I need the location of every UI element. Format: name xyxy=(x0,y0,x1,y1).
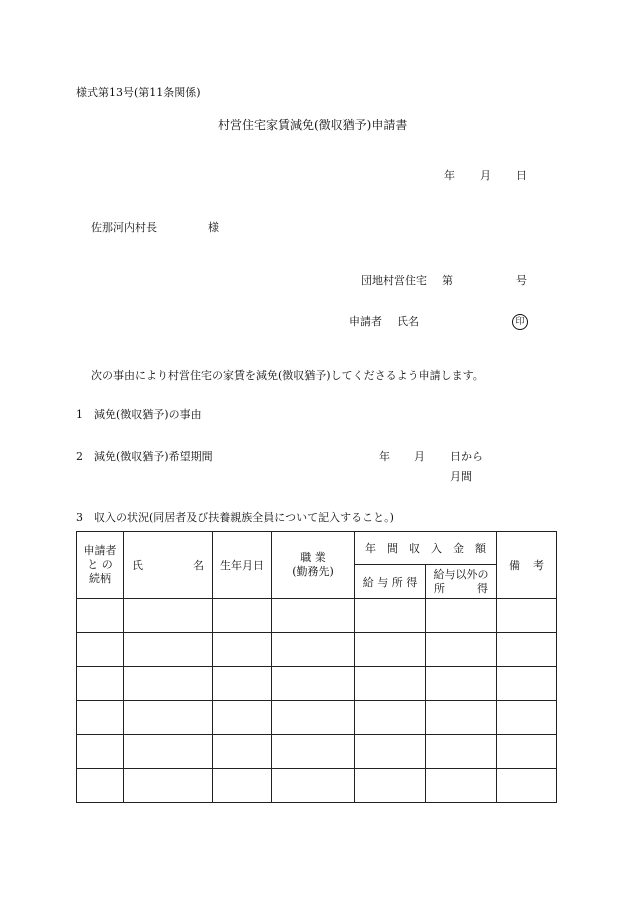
table-cell-name[interactable] xyxy=(124,633,213,667)
item-1-text: 減免(徴収猶予)の事由 xyxy=(94,408,202,421)
table-cell-occupation[interactable] xyxy=(272,735,355,769)
item-3-number: 3 xyxy=(76,511,83,524)
table-cell-birthdate[interactable] xyxy=(213,769,272,803)
table-cell-other-income[interactable] xyxy=(426,599,497,633)
item-2-text: 減免(徴収猶予)希望期間 xyxy=(94,450,213,463)
table-cell-occupation[interactable] xyxy=(272,667,355,701)
table-cell-occupation[interactable] xyxy=(272,599,355,633)
date-month-label: 月 xyxy=(480,169,491,182)
table-cell-name[interactable] xyxy=(124,769,213,803)
table-cell-other-income[interactable] xyxy=(426,701,497,735)
table-cell-name[interactable] xyxy=(124,667,213,701)
applicant-label: 申請者 xyxy=(349,315,382,328)
table-cell-birthdate[interactable] xyxy=(213,633,272,667)
form-number: 様式第13号(第11条関係) xyxy=(76,86,201,99)
income-table xyxy=(76,531,557,803)
table-cell-occupation[interactable] xyxy=(272,633,355,667)
header-occupation: 職 業 (勤務先) xyxy=(272,532,355,599)
table-cell-relation[interactable] xyxy=(77,769,124,803)
item-1-number: 1 xyxy=(76,408,83,421)
table-cell-remarks[interactable] xyxy=(497,667,557,701)
table-cell-remarks[interactable] xyxy=(497,769,557,803)
item-2-year: 年 xyxy=(379,450,390,463)
document-title: 村営住宅家賃減免(徴収猶予)申請書 xyxy=(218,118,408,132)
addressee-honorific: 様 xyxy=(208,221,219,234)
table-cell-birthdate[interactable] xyxy=(213,599,272,633)
table-cell-name[interactable] xyxy=(124,599,213,633)
table-cell-salary[interactable] xyxy=(355,701,426,735)
date-year-label: 年 xyxy=(444,169,455,182)
item-2-period: 月間 xyxy=(450,470,472,483)
table-cell-salary[interactable] xyxy=(355,633,426,667)
table-cell-salary[interactable] xyxy=(355,667,426,701)
table-cell-occupation[interactable] xyxy=(272,701,355,735)
addressee-name: 佐那河内村長 xyxy=(91,221,157,234)
table-cell-relation[interactable] xyxy=(77,667,124,701)
table-row xyxy=(77,769,557,803)
intro-sentence: 次の事由により村営住宅の家賃を減免(徴収猶予)してくださるよう申請します。 xyxy=(91,369,484,382)
table-cell-birthdate[interactable] xyxy=(213,701,272,735)
table-cell-remarks[interactable] xyxy=(497,633,557,667)
table-cell-remarks[interactable] xyxy=(497,599,557,633)
applicant-name-label: 氏名 xyxy=(397,315,419,328)
table-cell-other-income[interactable] xyxy=(426,735,497,769)
table-cell-name[interactable] xyxy=(124,735,213,769)
item-3-text: 収入の状況(同居者及び扶養親族全員について記入すること。) xyxy=(94,511,394,524)
residence-label: 団地村営住宅 xyxy=(361,274,427,287)
table-cell-relation[interactable] xyxy=(77,633,124,667)
item-2-number: 2 xyxy=(76,450,83,463)
table-cell-other-income[interactable] xyxy=(426,667,497,701)
header-birthdate: 生年月日 xyxy=(213,532,272,599)
table-row xyxy=(77,701,557,735)
residence-gou: 号 xyxy=(516,274,527,287)
table-row xyxy=(77,599,557,633)
table-cell-salary[interactable] xyxy=(355,735,426,769)
table-cell-salary[interactable] xyxy=(355,599,426,633)
table-cell-salary[interactable] xyxy=(355,769,426,803)
table-cell-name[interactable] xyxy=(124,701,213,735)
header-salary-income: 給 与 所 得 xyxy=(355,565,426,599)
table-cell-other-income[interactable] xyxy=(426,769,497,803)
date-day-label: 日 xyxy=(516,169,527,182)
table-cell-other-income[interactable] xyxy=(426,633,497,667)
table-row xyxy=(77,667,557,701)
header-name: 氏 名 xyxy=(124,532,213,599)
header-relation: 申請者 と の 続柄 xyxy=(77,532,124,599)
table-cell-birthdate[interactable] xyxy=(213,667,272,701)
seal-mark: 印 xyxy=(512,314,528,330)
table-cell-relation[interactable] xyxy=(77,599,124,633)
table-cell-occupation[interactable] xyxy=(272,769,355,803)
table-cell-relation[interactable] xyxy=(77,735,124,769)
header-other-income: 給与以外の 所 得 xyxy=(426,565,497,599)
table-cell-birthdate[interactable] xyxy=(213,735,272,769)
table-row xyxy=(77,633,557,667)
table-cell-remarks[interactable] xyxy=(497,735,557,769)
item-2-month: 月 xyxy=(414,450,425,463)
item-2-from: 日から xyxy=(450,450,483,463)
table-row xyxy=(77,735,557,769)
table-cell-remarks[interactable] xyxy=(497,701,557,735)
header-remarks: 備 考 xyxy=(497,532,557,599)
residence-dai: 第 xyxy=(442,274,453,287)
table-cell-relation[interactable] xyxy=(77,701,124,735)
header-annual-income: 年 間 収 入 金 額 xyxy=(355,532,497,565)
